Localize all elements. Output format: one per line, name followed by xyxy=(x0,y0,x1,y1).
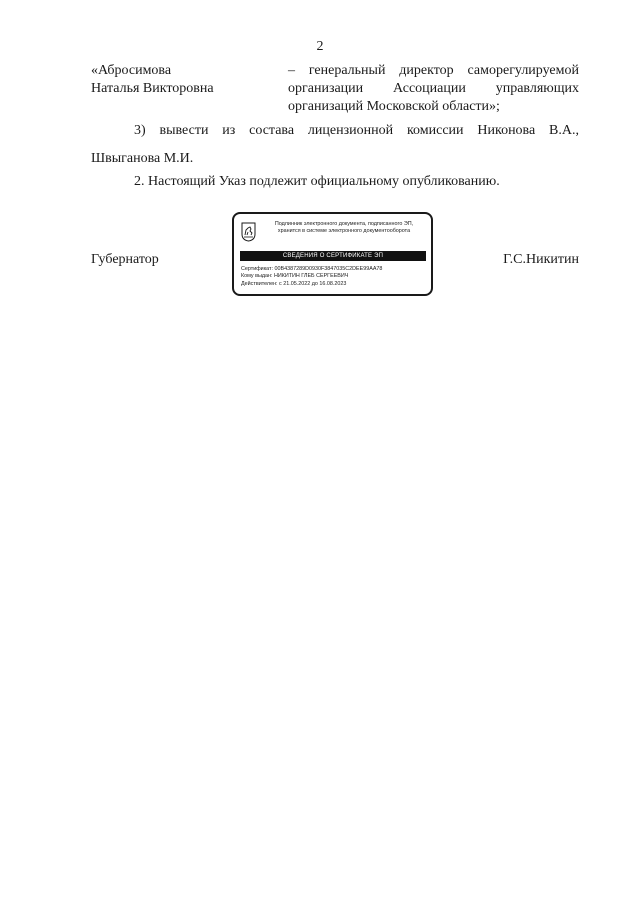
stamp-header: СВЕДЕНИЯ О СЕРТИФИКАТЕ ЭП xyxy=(240,251,426,261)
signatory-name: Г.С.Никитин xyxy=(503,252,579,267)
signatory-position: Губернатор xyxy=(91,252,159,267)
stamp-note xyxy=(258,221,430,235)
person-name-line1: «Абросимова xyxy=(91,63,172,78)
person-position-line2: организации Ассоциации управляющих xyxy=(288,81,579,96)
electronic-signature-stamp xyxy=(232,212,433,296)
certificate-label: Сертификат: xyxy=(241,266,274,272)
paragraph-item-3-line1: 3) вывести из состава лицензионной комиссии Никонова В.А., xyxy=(134,123,579,138)
paragraph-item-2: 2. Настоящий Указ подлежит официальному опубликованию. xyxy=(134,174,500,189)
page-number: 2 xyxy=(316,39,324,54)
stamp-note-line1: Подлинник электронного документа, подписанного ЭП, xyxy=(274,221,414,227)
owner-label: Кому выдан: xyxy=(241,273,273,280)
certificate-row xyxy=(241,266,429,273)
paragraph-item-3-line2: Швыганова М.И. xyxy=(91,151,194,166)
validity-row xyxy=(241,281,429,288)
person-name xyxy=(91,62,271,98)
paragraph-item-3 xyxy=(91,122,579,168)
validity-label: Действителен: xyxy=(241,280,278,287)
person-position-line3: организаций Московской области»; xyxy=(288,99,500,114)
validity-value: с 21.05.2022 до 16.08.2023 xyxy=(279,280,347,287)
person-position-line1: – генеральный директор саморегулируемой xyxy=(288,63,579,78)
coat-of-arms-icon xyxy=(241,222,256,242)
stamp-note-line2: хранится в системе электронного документооборота xyxy=(277,228,411,234)
owner-row xyxy=(241,273,429,280)
person-name-line2: Наталья Викторовна xyxy=(91,81,214,96)
certificate-value: 00B4387289D0930F3847035C2DEE99AA78 xyxy=(274,266,383,272)
stamp-details xyxy=(241,266,429,288)
person-position xyxy=(288,62,579,116)
owner-value: НИКИТИН ГЛЕБ СЕРГЕЕВИЧ xyxy=(273,273,349,280)
